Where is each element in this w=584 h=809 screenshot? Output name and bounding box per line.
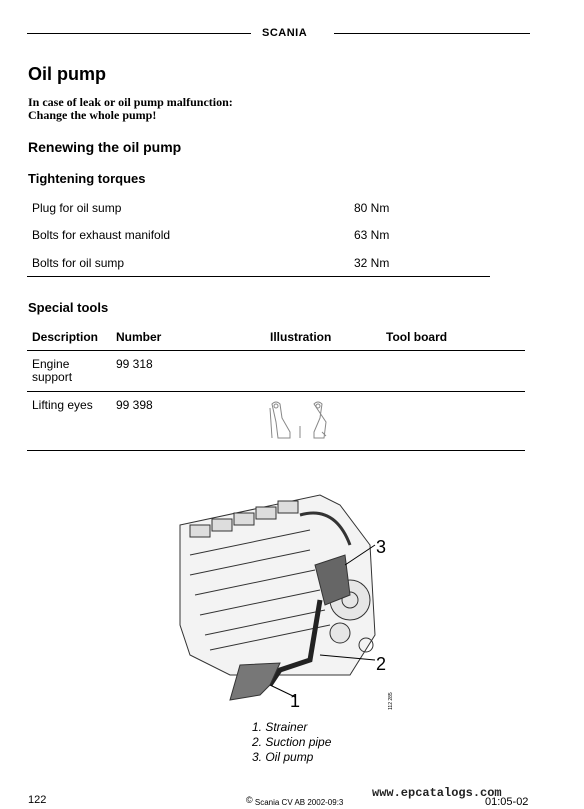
header-rule-right: [334, 33, 530, 34]
header-rule-left: [27, 33, 251, 34]
callout-2: 2: [376, 654, 387, 674]
tool-1-description-line-2: support: [32, 370, 73, 384]
tools-row-1-rule: [27, 391, 525, 392]
lifting-eyes-illustration: [262, 398, 332, 444]
torque-item-2: Bolts for exhaust manifold: [32, 228, 171, 242]
tools-header-rule: [27, 350, 525, 351]
torques-title: Tightening torques: [28, 171, 146, 186]
tools-header-description: Description: [32, 330, 99, 344]
legend-item-2: 2. Suction pipe: [252, 735, 332, 749]
copyright: [246, 795, 343, 807]
tool-2-description: Lifting eyes: [32, 398, 93, 412]
page-title: Oil pump: [28, 64, 106, 84]
legend-item-3: 3. Oil pump: [252, 750, 314, 764]
tools-header-number: Number: [116, 330, 162, 344]
tool-2-number: 99 398: [116, 398, 153, 412]
callout-3: 3: [376, 537, 387, 557]
torque-value-3: 32 Nm: [354, 256, 390, 270]
tool-1-number: 99 318: [116, 357, 153, 371]
callout-1: 1: [290, 691, 301, 711]
page-number: 122: [28, 794, 47, 806]
engine-oil-pump-figure: [170, 485, 400, 715]
copyright-symbol: ©: [246, 795, 253, 805]
warning-line-2: Change the whole pump!: [28, 108, 157, 122]
torque-item-1: Plug for oil sump: [32, 201, 122, 215]
scania-logo: SCANIA: [262, 27, 308, 39]
legend-item-1: 1. Strainer: [252, 720, 308, 734]
torque-value-1: 80 Nm: [354, 201, 390, 215]
watermark: www.epcatalogs.com: [372, 786, 502, 800]
copyright-text: Scania CV AB 2002-09:3: [254, 798, 344, 807]
torque-value-2: 63 Nm: [354, 228, 390, 242]
warning-line-1: In case of leak or oil pump malfunction:: [28, 95, 233, 109]
section-title: Renewing the oil pump: [28, 139, 182, 155]
tools-header-tool-board: Tool board: [386, 330, 448, 344]
tools-bottom-rule: [27, 450, 525, 451]
torque-item-3: Bolts for oil sump: [32, 256, 125, 270]
doc-code: 01:05-02: [485, 796, 529, 808]
tools-header-illustration: Illustration: [270, 330, 332, 344]
torques-bottom-rule: [27, 276, 490, 277]
tool-1-description-line-1: Engine: [32, 357, 70, 371]
figure-side-code: 112 285: [388, 692, 394, 710]
special-tools-title: Special tools: [28, 300, 109, 315]
